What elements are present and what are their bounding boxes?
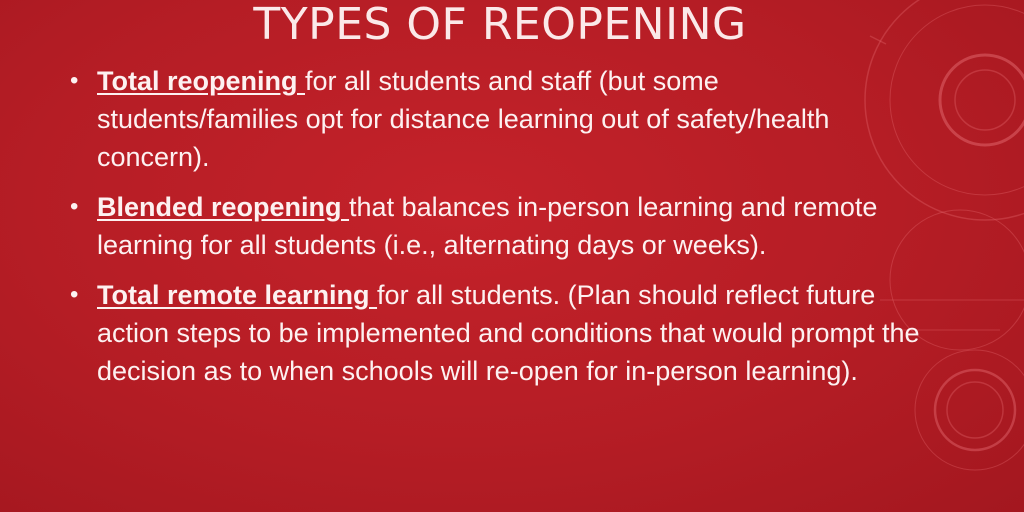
bullet-text: for all students and staff (but some students/families opt for distance learning out of safety/health concern). — [97, 66, 830, 172]
bullet-dot-icon: • — [70, 281, 79, 308]
bullet-item-total-remote-learning — [66, 276, 926, 390]
bullet-dot-icon: • — [70, 67, 79, 94]
slide-title: TYPES OF REOPENING — [253, 0, 747, 50]
bullet-item-blended-reopening — [66, 188, 926, 264]
bullet-item-total-reopening — [66, 62, 926, 176]
bullet-dot-icon: • — [70, 193, 79, 220]
bullet-text: that balances in-person learning and remote learning for all students (i.e., alternating days or weeks). — [97, 192, 878, 260]
bullet-term: Blended reopening — [97, 192, 350, 222]
bullet-term: Total remote learning — [97, 280, 378, 310]
bullet-list — [66, 62, 926, 402]
bullet-text: for all students. (Plan should reflect future action steps to be implemented and conditions that would prompt the decision as to when schools will re-open for in-person learning). — [97, 280, 920, 386]
bullet-term: Total reopening — [97, 66, 305, 96]
